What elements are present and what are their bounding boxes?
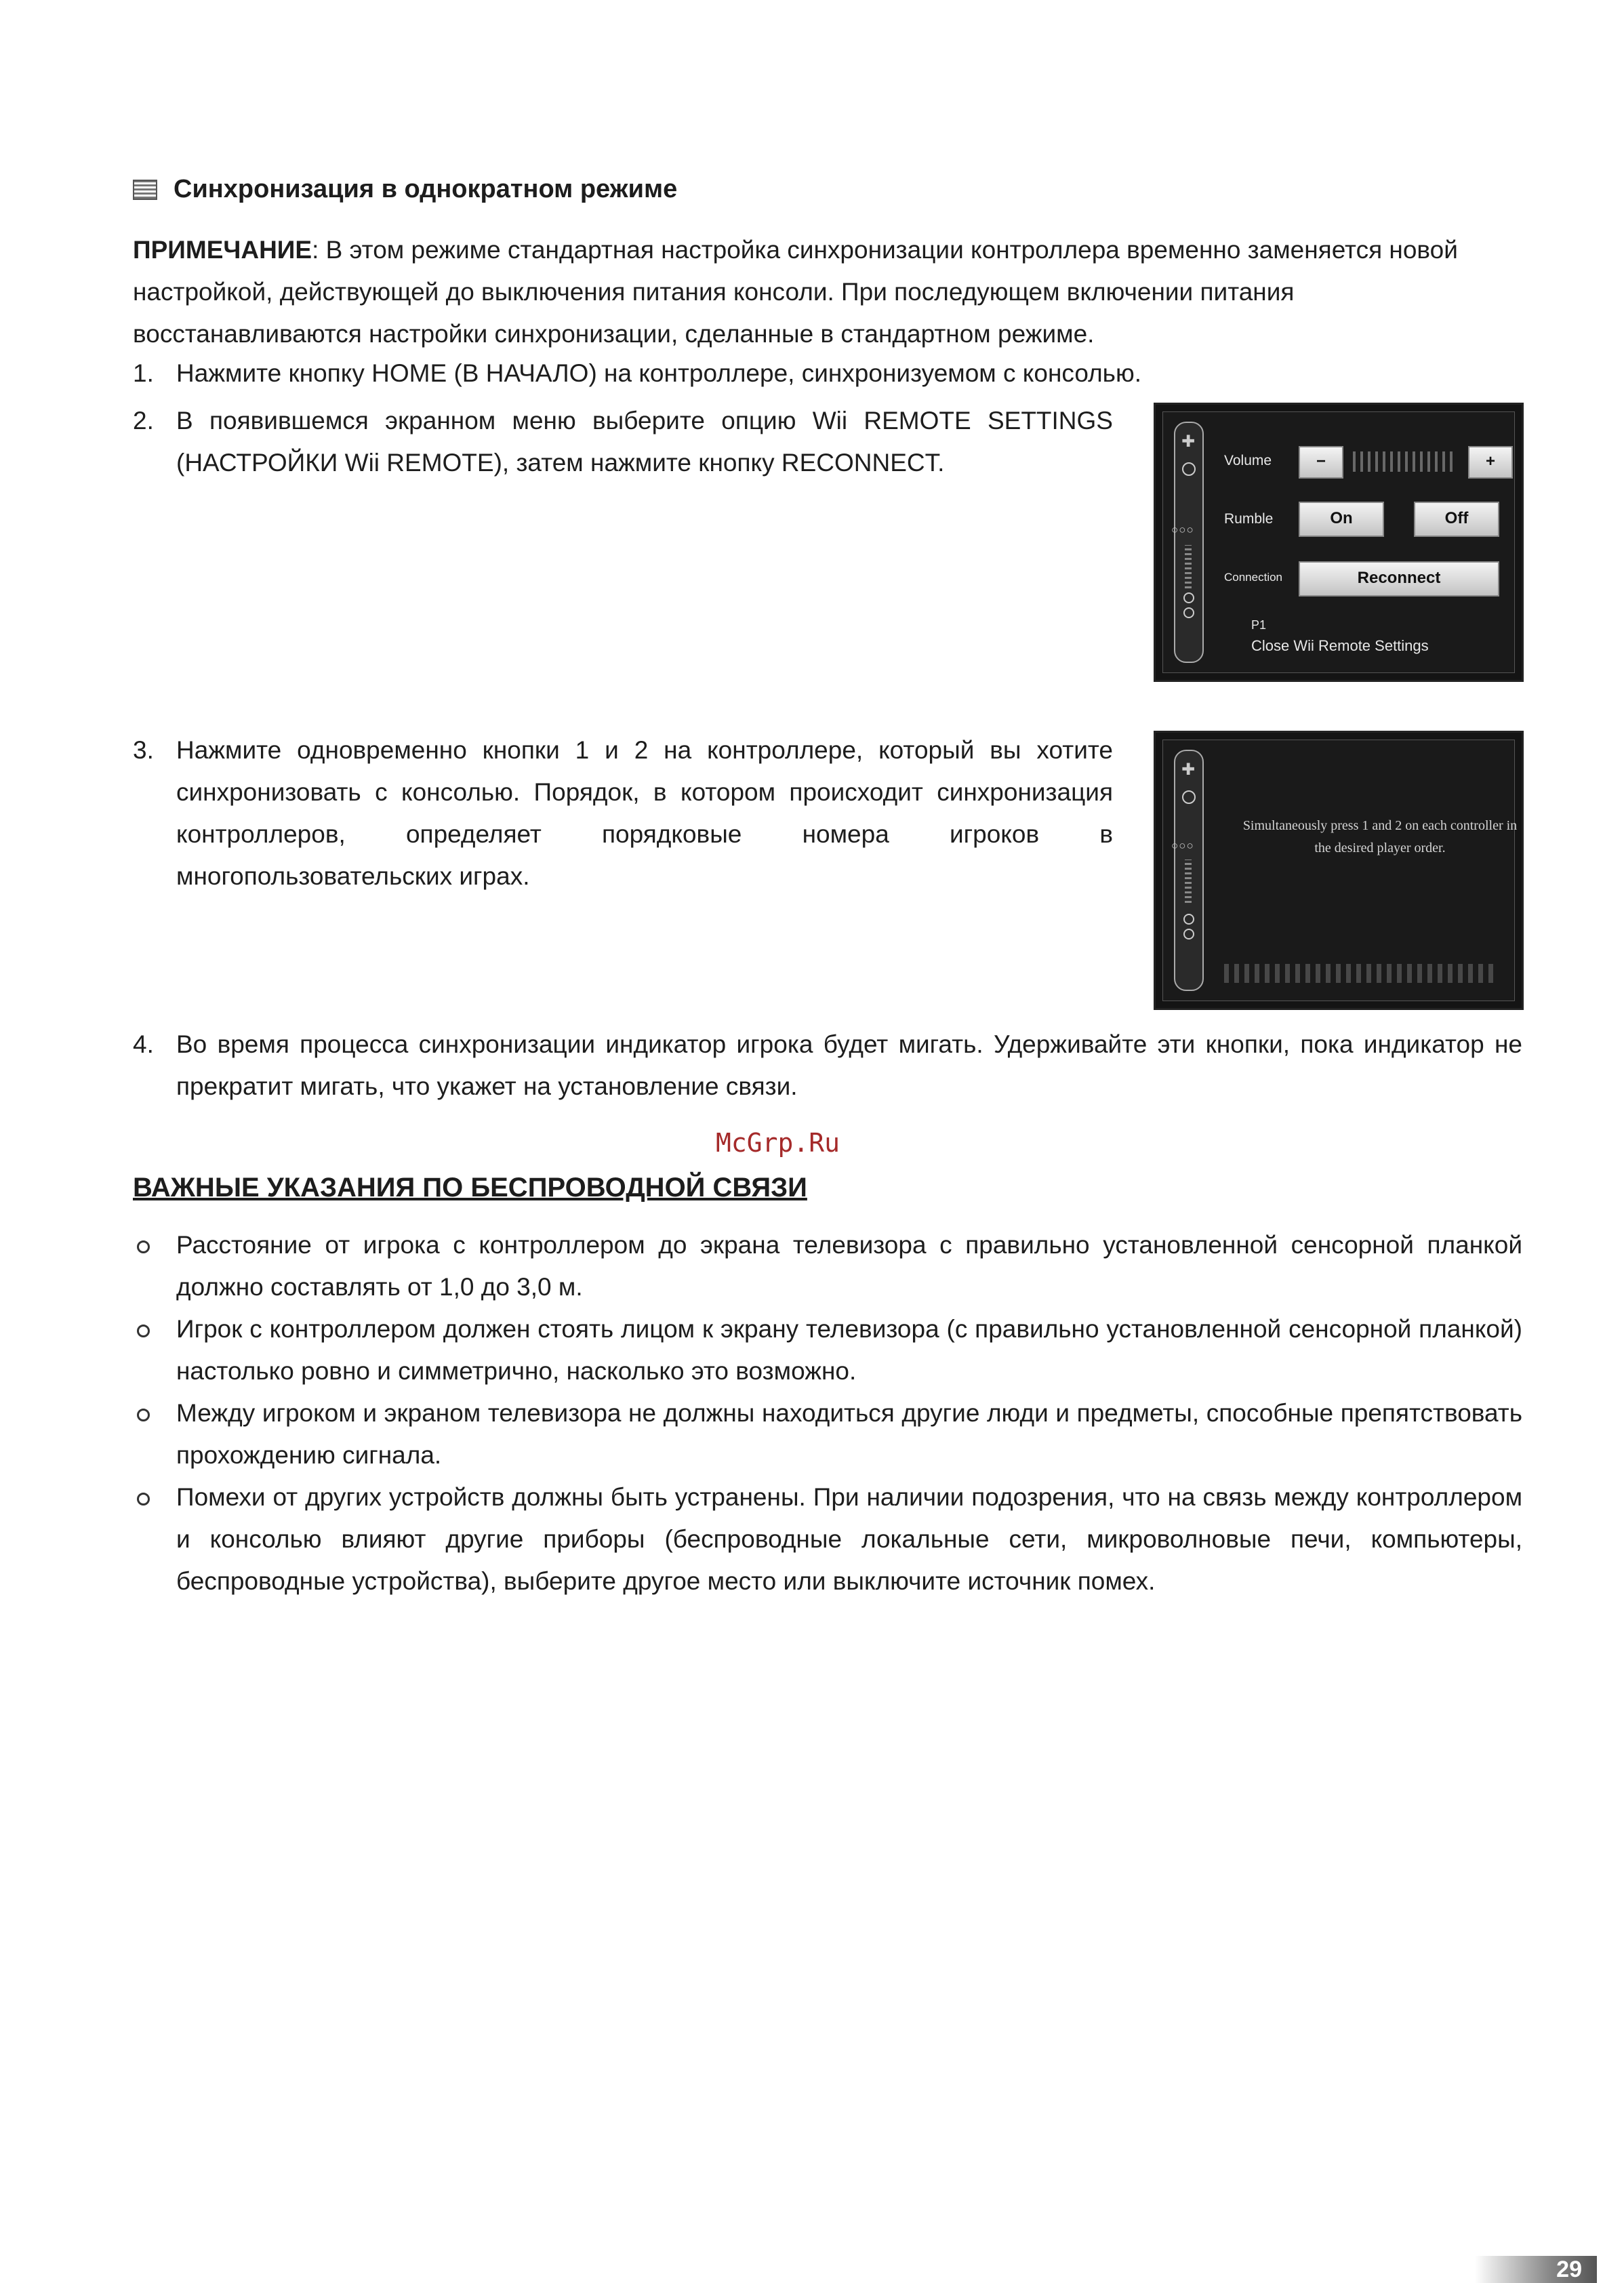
minus-home-plus-icon: ○○○ (1171, 839, 1194, 852)
wireless-heading: ВАЖНЫЕ УКАЗАНИЯ ПО БЕСПРОВОДНОЙ СВЯЗИ (133, 1173, 807, 1203)
step-4 (133, 1024, 1522, 1108)
speaker-grille-icon (1185, 860, 1192, 903)
step-text: В появившемся экранном меню выберите опцию Wii REMOTE SETTINGS (НАСТРОЙКИ Wii REMOTE), затем нажмите кнопку RECONNECT. (176, 407, 1113, 477)
screen-frame (1162, 740, 1518, 1001)
speaker-grille-icon (1185, 545, 1192, 588)
a-button-icon (1182, 790, 1196, 804)
button-2-icon (1183, 929, 1194, 940)
page-number: 29 (1475, 2256, 1597, 2283)
button-1-icon (1183, 592, 1194, 603)
rumble-label: Rumble (1224, 511, 1274, 527)
bullet-icon (133, 1308, 176, 1392)
dpad-icon: ✚ (1181, 761, 1196, 779)
wii-remote-icon (1171, 422, 1204, 663)
dpad-icon: ✚ (1181, 432, 1196, 451)
note-paragraph (133, 229, 1522, 355)
bullet-icon (133, 1476, 176, 1602)
section-title (133, 175, 677, 204)
sync-screen-screenshot (1154, 731, 1524, 1010)
wireless-item (133, 1308, 1522, 1392)
step-text: Нажмите одновременно кнопки 1 и 2 на контроллере, который вы хотите синхронизовать с консолью. Порядок, в котором происходит синхронизация контроллеров, определяет порядковые номера игроков в многопользовательских играх. (176, 736, 1113, 890)
volume-label: Volume (1224, 453, 1272, 468)
note-text: : В этом режиме стандартная настройка синхронизации контроллера временно заменяется новой настройкой, действующей до выключения питания консоли. При последующем включении питания восстанавливаются настройки синхронизации, сделанные в стандартном режиме. (133, 236, 1458, 348)
button-2-icon (1183, 607, 1194, 618)
watermark: McGrp.Ru (716, 1128, 840, 1158)
wireless-item-text: Расстояние от игрока с контроллером до экрана телевизора с правильно установленной сенсорной планкой должно составлять от 1,0 до 3,0 м. (176, 1231, 1522, 1301)
volume-down-button[interactable]: − (1299, 446, 1343, 479)
note-label: ПРИМЕЧАНИЕ (133, 236, 312, 264)
screen-frame (1162, 411, 1515, 673)
wireless-item (133, 1392, 1522, 1476)
wireless-item-text: Между игроком и экраном телевизора не должны находиться другие люди и предметы, способные препятствовать прохождению сигнала. (176, 1399, 1522, 1469)
rumble-on-button[interactable]: On (1299, 502, 1384, 537)
step-number: 2. (133, 407, 154, 435)
step-1 (133, 352, 1190, 395)
close-settings-button[interactable]: Close Wii Remote Settings (1251, 637, 1429, 654)
minus-home-plus-icon: ○○○ (1171, 523, 1194, 536)
step-number: 1. (133, 359, 154, 387)
step-number: 4. (133, 1030, 154, 1058)
bullet-icon (133, 1392, 176, 1476)
step-3 (133, 729, 1113, 897)
wireless-item-text: Игрок с контроллером должен стоять лицом к экрану телевизора (с правильно установленной сенсорной планкой) настолько ровно и симметрично, насколько это возможно. (176, 1315, 1522, 1385)
wireless-item (133, 1476, 1522, 1602)
wii-remote-settings-screenshot (1154, 403, 1524, 682)
button-1-icon (1183, 914, 1194, 925)
sync-instruction-text: Simultaneously press 1 and 2 on each controller in the desired player order. (1242, 818, 1518, 855)
connection-label: Connection (1224, 571, 1283, 584)
wireless-item (133, 1224, 1522, 1308)
rumble-off-button[interactable]: Off (1414, 502, 1499, 537)
step-text: Нажмите кнопку HOME (В НАЧАЛО) на контроллере, синхронизуемом с консолью. (176, 359, 1141, 387)
a-button-icon (1182, 462, 1196, 476)
reconnect-button[interactable]: Reconnect (1299, 561, 1499, 597)
section-marker-icon (133, 180, 157, 200)
bullet-icon (133, 1224, 176, 1308)
player-indicator-bar (1224, 964, 1498, 983)
step-number: 3. (133, 736, 154, 764)
wii-remote-icon (1171, 750, 1204, 991)
step-text: Во время процесса синхронизации индикатор игрока будет мигать. Удерживайте эти кнопки, пока индикатор не прекратит мигать, что укажет на установление связи. (176, 1030, 1522, 1100)
wireless-item-text: Помехи от других устройств должны быть устранены. При наличии подозрения, что на связь между контроллером и консолью влияют другие приборы (беспроводные локальные сети, микроволновые печи, компьютеры, беспроводные устройства), выберите другое место или выключите источник помех. (176, 1483, 1522, 1595)
volume-up-button[interactable]: + (1468, 446, 1513, 479)
section-title-text: Синхронизация в однократном режиме (174, 175, 678, 203)
step-2 (133, 400, 1113, 484)
player-indicator: P1 (1251, 618, 1267, 632)
volume-level-bars (1353, 451, 1455, 472)
